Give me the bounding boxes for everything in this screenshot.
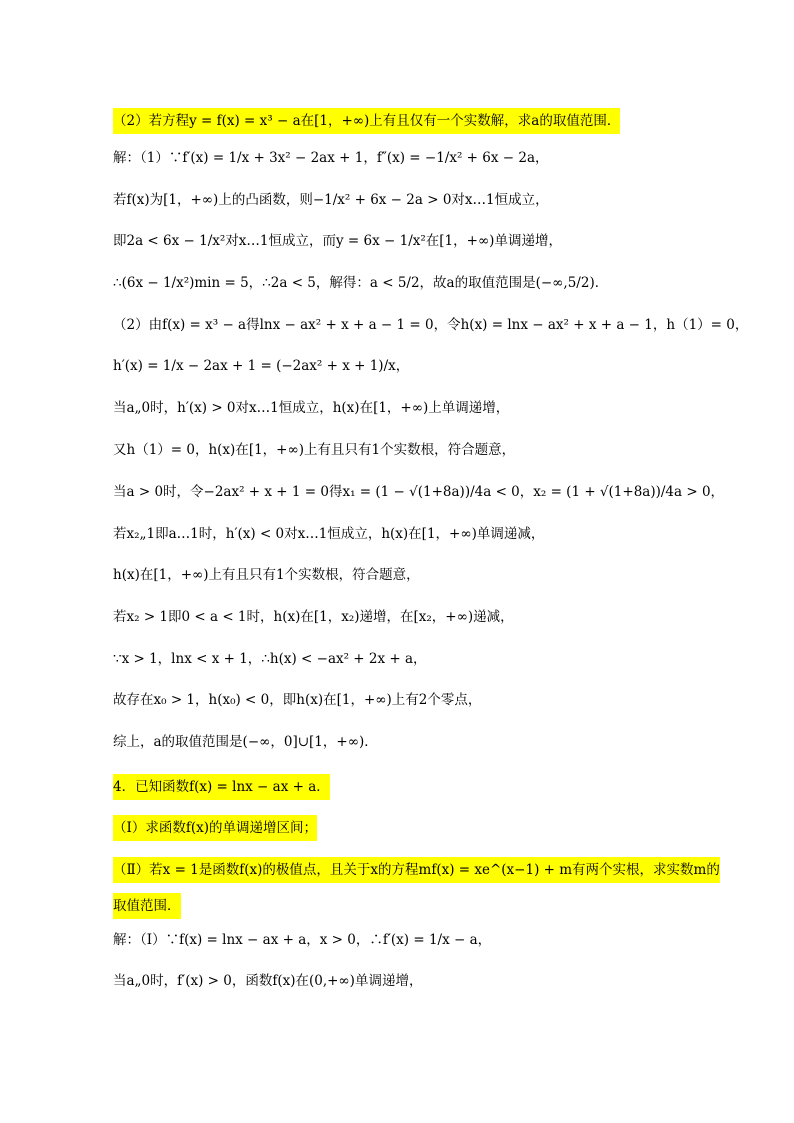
- solution-line: [113, 440, 515, 460]
- text-line: h(x)在[1，+∞)上有且只有1个实数根，符合题意，: [113, 567, 420, 583]
- solution-line: [113, 190, 549, 210]
- text-line: 若x₂ > 1即0 < a < 1时，h(x)在[1，x₂)递增，在[x₂，+∞)递减，: [113, 609, 514, 625]
- text-line: 即2a < 6x − 1/x²对x…1恒成立，而y = 6x − 1/x²在[1，+∞)单调递增，: [113, 233, 562, 249]
- solution-line: [113, 148, 549, 168]
- text-line: 当a„0时，h′(x) > 0对x…1恒成立，h(x)在[1，+∞)上单调递增，: [113, 400, 510, 416]
- problem-4-part-2-highlight: [113, 857, 720, 883]
- solution-line: [113, 231, 562, 251]
- solution-line: [113, 524, 544, 544]
- solution-line: [113, 273, 608, 293]
- text-line: （2）由f(x) = x³ − a得lnx − ax² + x + a − 1 = 0，令h(x) = lnx − ax² + x + a − 1，h（1）= 0，: [113, 317, 749, 333]
- solution-line: [113, 315, 748, 335]
- solution-line: [113, 971, 422, 991]
- text-line: 取值范围．: [113, 898, 181, 914]
- text-line: 解：（1）∵f′(x) = 1/x + 3x² − 2ax + 1，f″(x) = −1/x² + 6x − 2a，: [113, 150, 549, 166]
- solution-line: [113, 356, 409, 376]
- text-line: 故存在x₀ > 1，h(x₀) < 0，即h(x)在[1，+∞)上有2个零点，: [113, 692, 482, 708]
- text-line: （Ⅰ）求函数f(x)的单调递增区间；: [113, 820, 317, 836]
- text-line: 若f(x)为[1，+∞)上的凸函数，则−1/x² + 6x − 2a > 0对x…1恒成立，: [113, 192, 549, 208]
- text-line: 当a„0时，f′(x) > 0，函数f(x)在(0,+∞)单调递增，: [113, 973, 423, 989]
- text-line: 4．已知函数f(x) = lnx − ax + a．: [113, 779, 330, 795]
- problem-4-part-1-highlight: [113, 815, 317, 841]
- solution-line: [113, 930, 491, 950]
- text-line: ∵x > 1，lnx < x + 1，∴h(x) < −ax² + 2x + a，: [113, 651, 427, 667]
- text-line: 当a > 0时，令−2ax² + x + 1 = 0得x₁ = (1 − √(1+8a))/4a < 0，x₂ = (1 + √(1+8a))/4a > 0，: [113, 484, 725, 500]
- text-line: h′(x) = 1/x − 2ax + 1 = (−2ax² + x + 1)/x，: [113, 358, 410, 374]
- text-line: ∴(6x − 1/x²)min = 5，∴2a < 5，解得：a < 5/2，故a的取值范围是(−∞,5/2)．: [113, 275, 609, 291]
- text-line: 综上，a的取值范围是(−∞，0]∪[1，+∞)．: [113, 734, 378, 750]
- text-line: 若x₂„1即a…1时，h′(x) < 0对x…1恒成立，h(x)在[1，+∞)单调递减，: [113, 526, 545, 542]
- solution-line: [113, 398, 509, 418]
- text-line: （Ⅱ）若x = 1是函数f(x)的极值点，且关于x的方程mf(x) = xe^(x−1) + m有两个实根，求实数m的: [113, 862, 720, 878]
- solution-line: [113, 607, 514, 627]
- text-line: （2）若方程y = f(x) = x³ − a在[1，+∞)上有且仅有一个实数解，求a的取值范围．: [113, 113, 621, 129]
- problem-4-title-highlight: [113, 774, 330, 800]
- solution-line: [113, 690, 481, 710]
- text-line: 又h（1）= 0，h(x)在[1，+∞)上有且只有1个实数根，符合题意，: [113, 442, 516, 458]
- solution-line: [113, 732, 378, 752]
- solution-line: [113, 565, 420, 585]
- solution-line: [113, 482, 724, 502]
- problem-4-part-2-continued-highlight: [113, 893, 181, 919]
- question-2-highlight: [113, 108, 620, 134]
- solution-line: [113, 649, 427, 669]
- text-line: 解：（Ⅰ）∵f(x) = lnx − ax + a，x > 0，∴f′(x) = 1/x − a，: [113, 932, 492, 948]
